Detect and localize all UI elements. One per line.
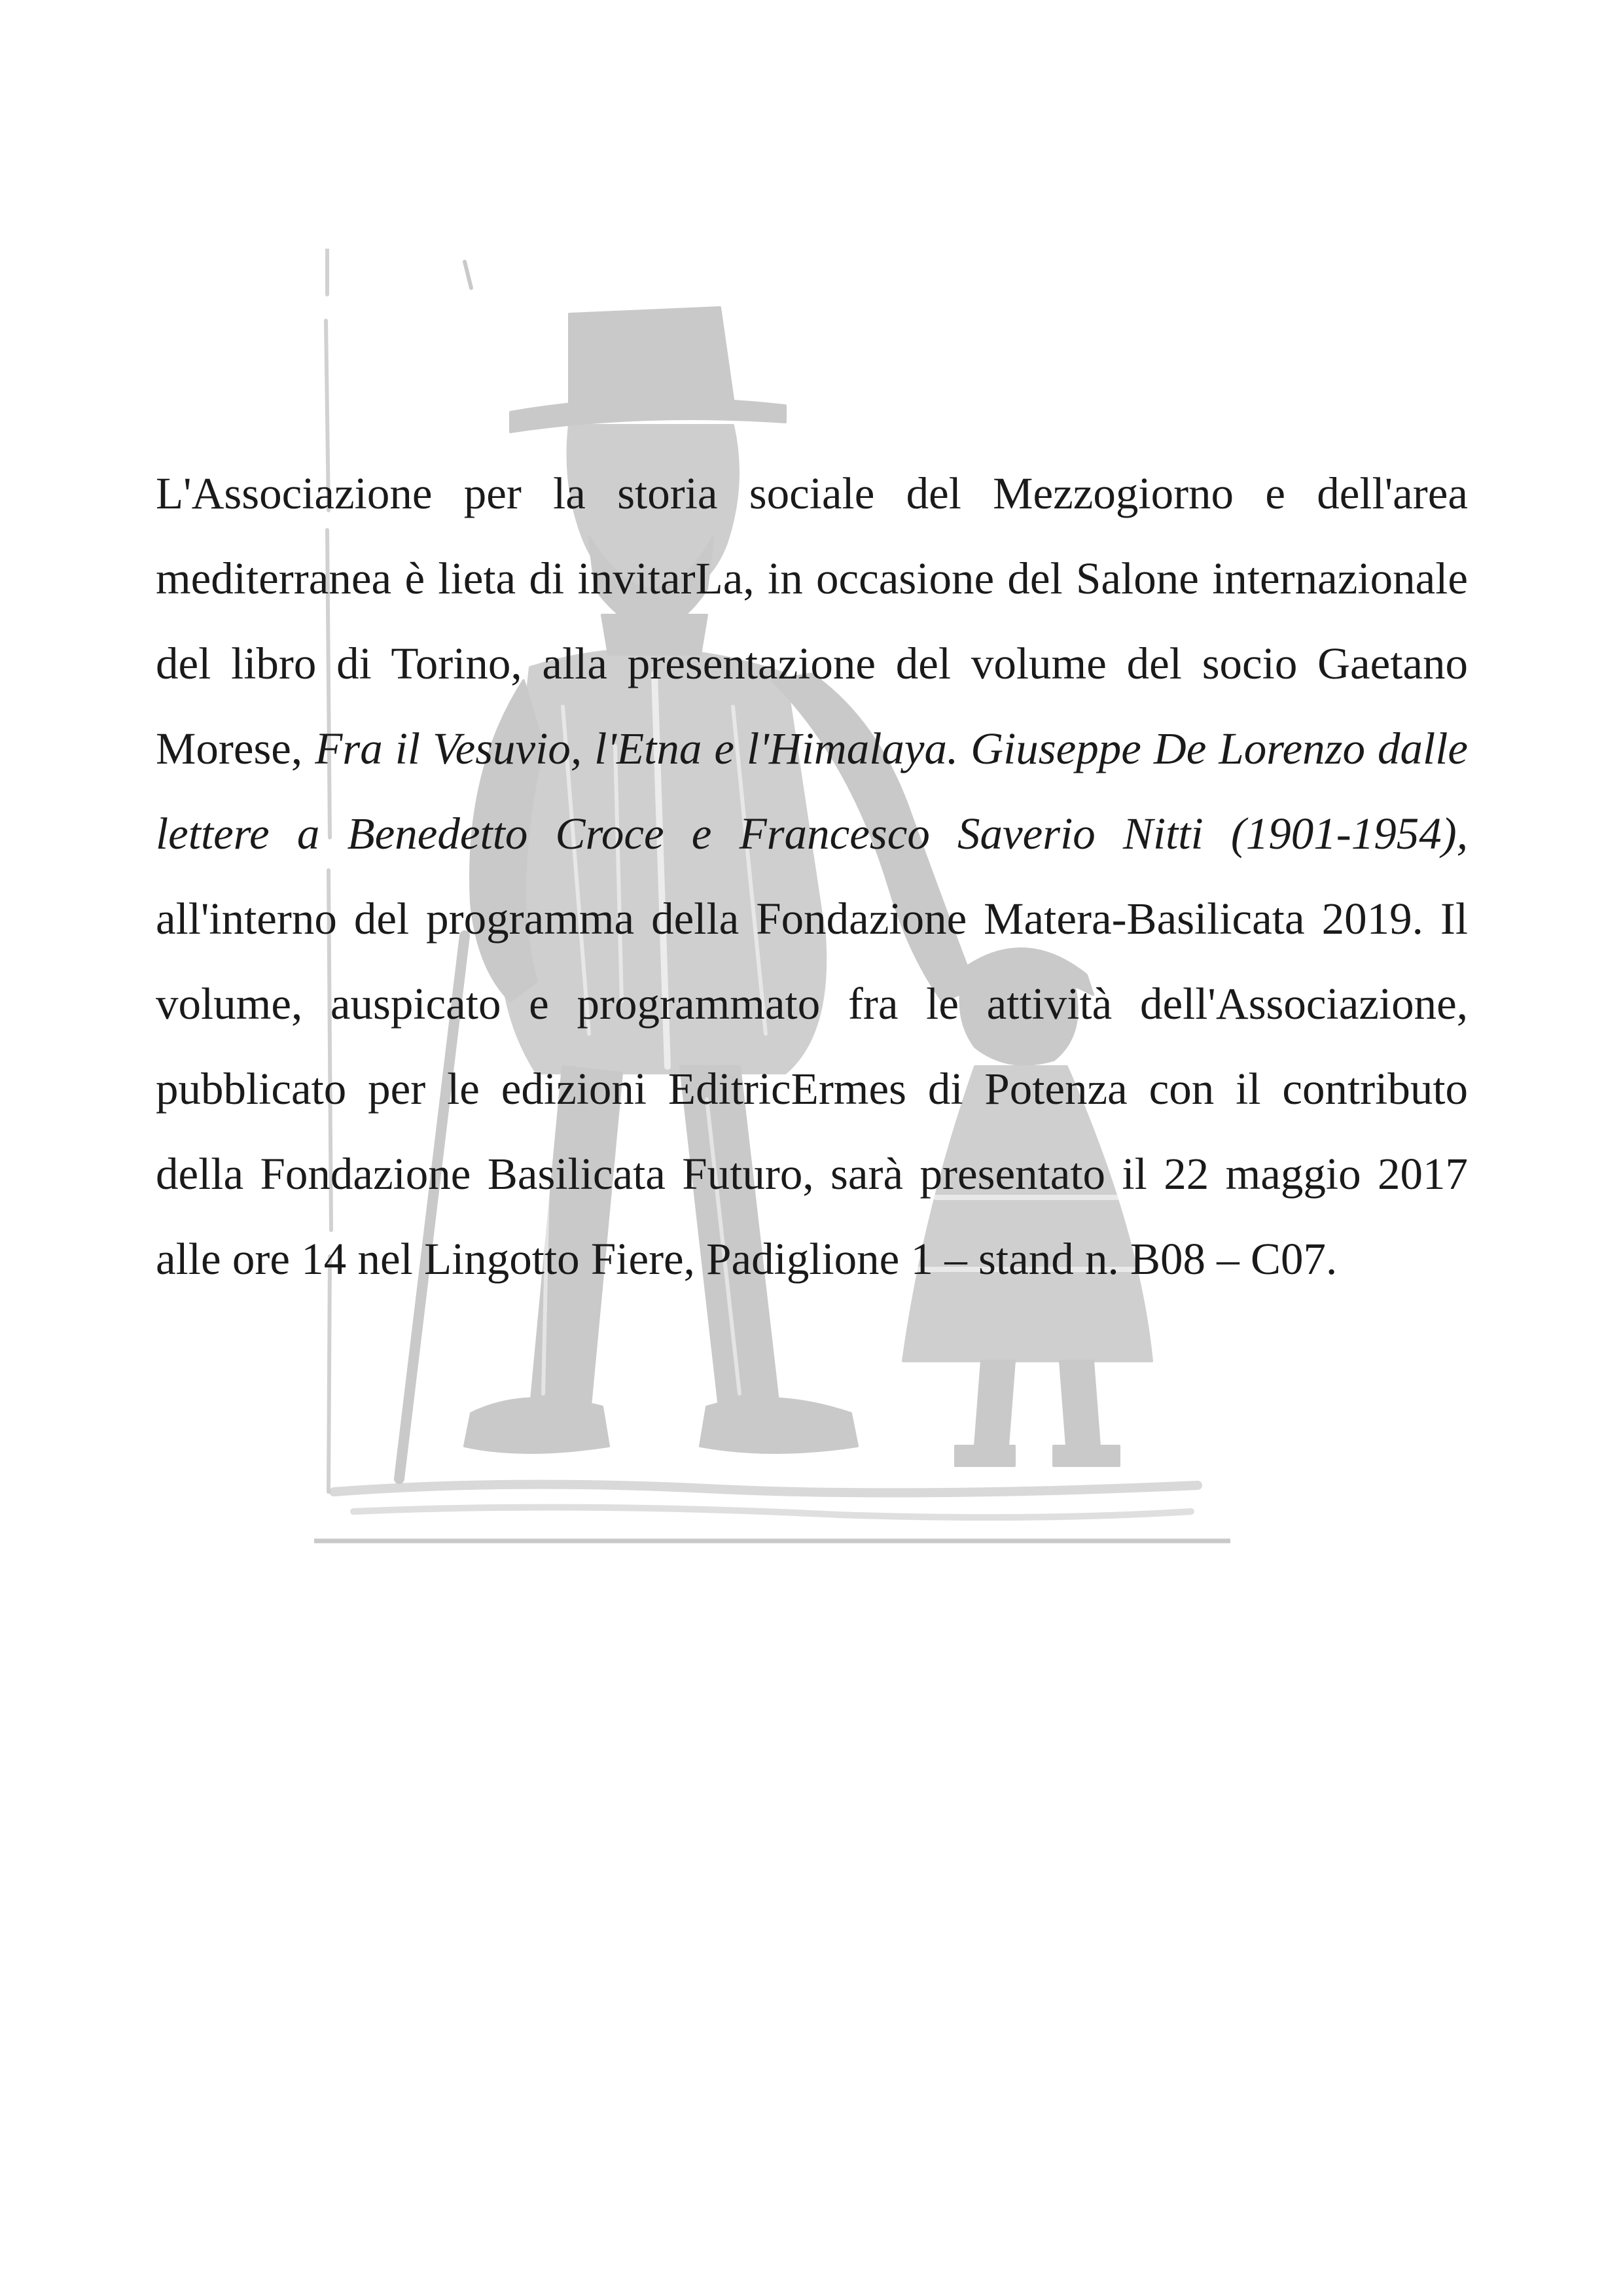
- book-title: Fra il Vesuvio, l'Etna e l'Himalaya. Giuseppe De Lorenzo dalle lettere a Benedetto Croce e Francesco Saverio Nitti (1901-1954),: [156, 724, 1468, 858]
- invitation-body: all'interno del programma della Fondazione Matera-Basilicata 2019. Il volume, auspicato e programmato fra le attività dell'Associazione, pubblicato per le edizioni EditricErmes di Potenza con il contributo della Fondazione Basilicata Futuro, sarà presentato il 22 maggio 2017 alle ore 14 nel Lingotto Fiere, Padiglione 1 – stand n. B08 – C07.: [156, 894, 1468, 1284]
- invitation-intro: L'Associazione per la storia sociale del Mezzogiorno e dell'area mediterranea è lieta di invitarLa, in occasione del Salone internazionale del libro di Torino, alla presentazione del volume del socio Gaetano Morese,: [156, 468, 1468, 773]
- invitation-paragraph: [156, 451, 1468, 1301]
